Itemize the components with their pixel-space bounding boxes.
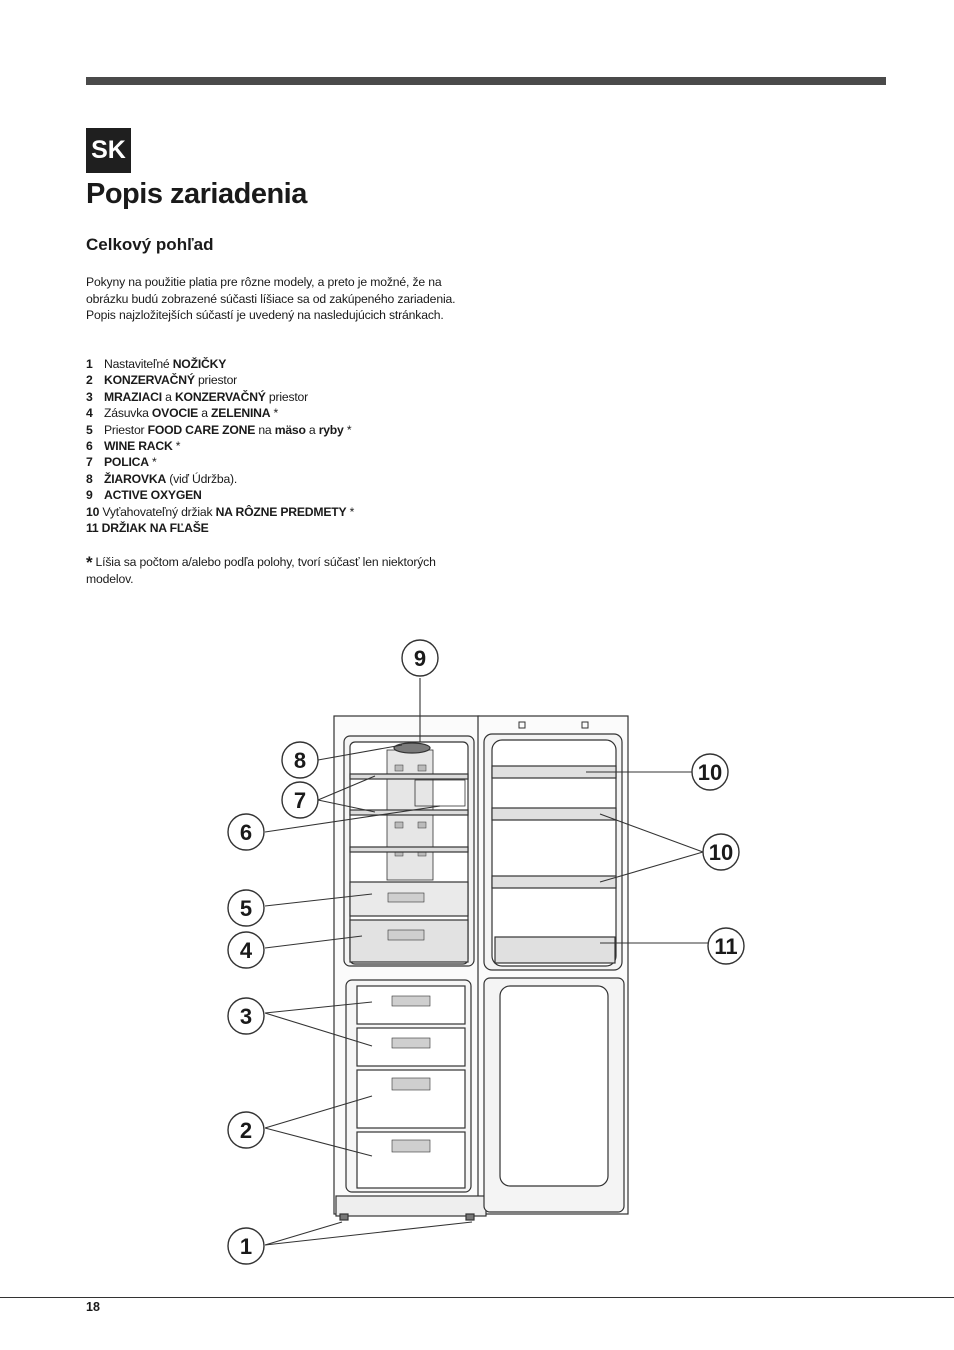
legend-text: POLICA: [104, 455, 149, 470]
page-title: Popis zariadenia: [86, 178, 307, 210]
svg-text:11: 11: [714, 934, 738, 959]
fridge-door: [484, 722, 622, 970]
footnote-asterisk: *: [86, 553, 93, 572]
svg-text:10: 10: [708, 840, 734, 865]
svg-text:9: 9: [413, 646, 427, 671]
legend-text: a: [305, 422, 319, 437]
legend-text: ryby: [318, 422, 344, 437]
legend-number: 8: [86, 471, 93, 486]
legend-text: ZELENINA: [211, 406, 271, 421]
legend-text: *: [346, 504, 355, 519]
page-number: 18: [86, 1300, 100, 1314]
callout-2: [228, 1112, 264, 1148]
fridge-compartment: [344, 736, 474, 966]
legend-text: ACTIVE OXYGEN: [104, 488, 202, 503]
callout-9: [402, 640, 438, 676]
svg-text:1: 1: [239, 1234, 253, 1259]
callout-1: [228, 1228, 264, 1264]
legend-text: priestor: [194, 373, 238, 388]
legend-text: KONZERVAČNÝ: [174, 389, 266, 404]
language-badge: SK: [86, 128, 131, 173]
callout-6: [228, 814, 264, 850]
legend-number: 2: [86, 373, 93, 388]
callout-3: [228, 998, 264, 1034]
legend-text: priestor: [265, 389, 308, 404]
svg-text:7: 7: [293, 788, 307, 813]
callout-4: [228, 932, 264, 968]
legend-text: a: [161, 389, 175, 404]
callout-8: [282, 742, 318, 778]
legend-text: WINE RACK: [104, 438, 173, 453]
legend-number: 5: [86, 422, 93, 437]
intro-paragraph: Pokyny na použitie platia pre rôzne modely, a preto je možné, že na obrázku budú zobrazené súčasti líšiace sa od zakúpeného zariadenia. Popis najzložitejších súčastí je uvedený na nasledujúcich stránkach.: [86, 275, 456, 322]
legend-text: KONZERVAČNÝ: [104, 373, 195, 388]
legend-number: 10: [86, 504, 100, 519]
footer-rule: [0, 1297, 954, 1298]
legend-text: a: [198, 406, 212, 421]
svg-text:8: 8: [293, 748, 307, 773]
legend-text: NOŽIČKY: [172, 357, 227, 371]
legend-text: FOOD CARE ZONE: [147, 422, 256, 437]
legend-text: Vyťahovateľný držiak: [102, 504, 216, 519]
legend-text: *: [172, 438, 181, 453]
legend-text: OVOCIE: [151, 406, 199, 421]
legend-text: DRŽIAK NA FĽAŠE: [101, 520, 209, 535]
callout-7: [282, 782, 318, 818]
callout-5: [228, 890, 264, 926]
legend-text: mäso: [274, 422, 306, 437]
callout-10-mid: [703, 834, 739, 870]
legend-number: 9: [86, 488, 93, 503]
legend-text: Nastaviteľné: [104, 357, 173, 371]
legend-number: 6: [86, 438, 93, 453]
section-subtitle: Celkový pohľad: [86, 235, 214, 254]
legend-text: *: [343, 422, 352, 437]
svg-text:2: 2: [239, 1118, 253, 1143]
svg-text:6: 6: [239, 820, 253, 845]
legend-text: ŽIAROVKA: [104, 471, 167, 486]
legend-text: (viď Údržba).: [166, 471, 238, 486]
callout-11: [708, 928, 744, 964]
legend-number: 3: [86, 389, 93, 404]
legend-number: 11: [86, 520, 99, 535]
legend-number: 1: [86, 357, 93, 371]
legend-text: *: [148, 455, 157, 470]
freezer-compartment: [346, 980, 471, 1192]
svg-text:5: 5: [239, 896, 253, 921]
svg-text:4: 4: [239, 938, 253, 963]
svg-text:10: 10: [697, 760, 723, 785]
legend-text: Priestor: [104, 422, 148, 437]
legend-number: 7: [86, 455, 93, 470]
freezer-door: [484, 978, 624, 1212]
base-feet: [336, 1196, 486, 1220]
legend-number: 4: [86, 406, 93, 421]
callout-10-top: [692, 754, 728, 790]
legend-text: NA RÔZNE PREDMETY: [215, 504, 347, 519]
svg-text:3: 3: [239, 1004, 253, 1029]
legend-text: na: [255, 422, 275, 437]
legend-text: MRAZIACI: [104, 389, 162, 404]
legend-text: Zásuvka: [104, 406, 152, 421]
legend-text: *: [270, 406, 279, 421]
footnote-text: Líšia sa počtom a/alebo podľa polohy, tvorí súčasť len niektorých modelov.: [86, 555, 436, 586]
